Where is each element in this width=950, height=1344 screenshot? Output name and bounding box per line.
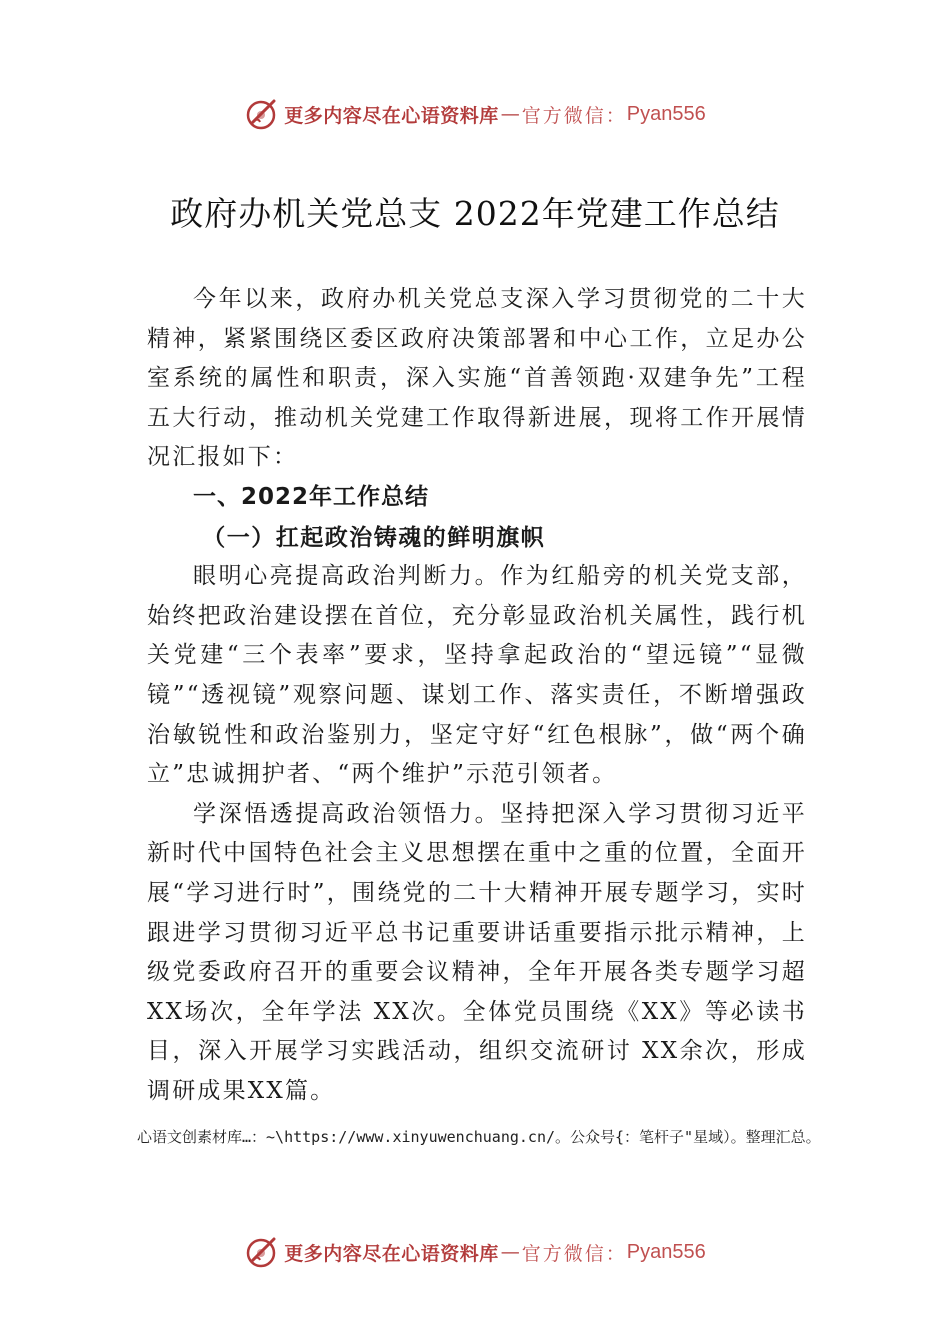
brush-logo-icon <box>244 1235 278 1269</box>
banner-dash: — <box>500 103 520 125</box>
brush-logo-icon <box>244 97 278 131</box>
source-footnote: 心语文创素材库…：~\https://www.xinyuwenchuang.cn/。公众号{：笔杆子"星域）。整理汇总。 <box>137 1128 821 1146</box>
banner-wechat-id: Pyan556 <box>626 102 706 125</box>
banner-text: 更多内容尽在心语资料库 <box>284 104 499 127</box>
banner-dash: — <box>500 1241 520 1263</box>
body-paragraph: 眼明心亮提高政治判断力。作为红船旁的机关党支部，始终把政治建设摆在首位，充分彰显政治机关属性，践行机关党建“三个表率”要求，坚持拿起政治的“望远镜”“显微镜”“透视镜”观察问题、谋划工作、落实责任，不断增强政治敏锐性和政治鉴别力，坚定守好“红色根脉”，做“两个确立”忠诚拥护者、“两个维护”示范引领者。 <box>147 563 807 788</box>
document-body <box>147 280 807 1111</box>
banner-wechat-label: 官方微信： <box>521 1242 627 1265</box>
banner-wechat-label: 官方微信： <box>521 104 627 127</box>
banner-text: 更多内容尽在心语资料库 <box>284 1242 499 1265</box>
document-title: 政府办机关党总支 2022年党建工作总结 <box>170 194 780 233</box>
footer-banner <box>0 1230 950 1274</box>
subsection-heading: （一）扛起政治铸魂的鲜明旗帜 <box>202 523 546 551</box>
section-heading: 一、2022年工作总结 <box>193 483 430 510</box>
header-banner <box>0 92 950 136</box>
banner-wechat-id: Pyan556 <box>626 1240 706 1263</box>
body-paragraph: 学深悟透提高政治领悟力。坚持把深入学习贯彻习近平新时代中国特色社会主义思想摆在重中之重的位置，全面开展“学习进行时”，围绕党的二十大精神开展专题学习，实时跟进学习贯彻习近平总书记重要讲话重要指示批示精神，上级党委政府召开的重要会议精神，全年开展各类专题学习超XX场次，全年学法 XX次。全体党员围绕《XX》等必读书目，深入开展学习实践活动，组织交流研讨 XX余次，形成调研成果XX篇。 <box>147 800 807 1104</box>
intro-paragraph: 今年以来，政府办机关党总支深入学习贯彻党的二十大精神，紧紧围绕区委区政府决策部署和中心工作，立足办公室系统的属性和职责，深入实施“首善领跑·双建争先”工程五大行动，推动机关党建工作取得新进展，现将工作开展情况汇报如下： <box>147 286 807 471</box>
